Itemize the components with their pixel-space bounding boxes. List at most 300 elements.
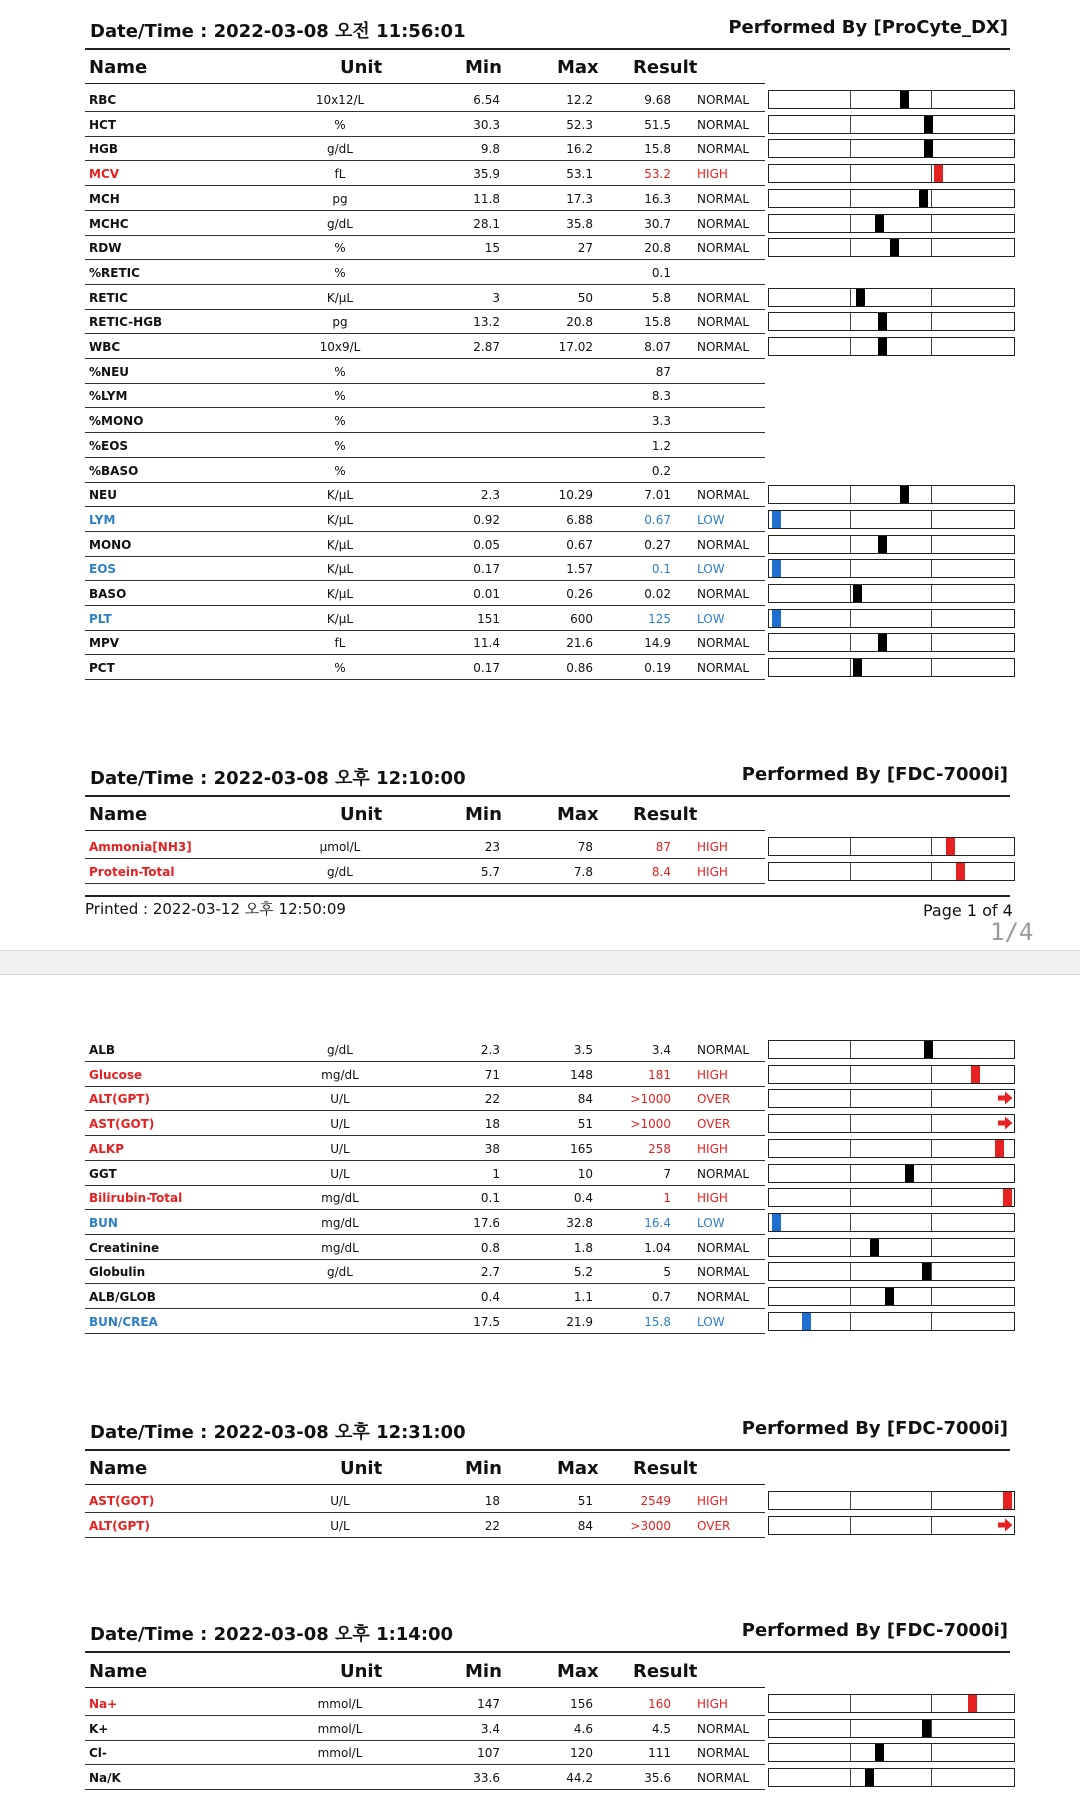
column-header-max: Max	[557, 57, 599, 78]
test-result: 111	[648, 1746, 671, 1761]
range-marker	[856, 289, 865, 306]
test-unit: mg/dL	[321, 1067, 359, 1082]
test-max: 3.5	[573, 1043, 593, 1057]
range-marker	[924, 116, 933, 133]
range-indicator-bar	[768, 559, 1015, 578]
range-marker	[853, 585, 862, 602]
printed-footer: Printed : 2022-03-12 오후 12:50:09	[85, 900, 346, 918]
page-separator	[0, 950, 1080, 975]
test-min: 13.2	[473, 315, 500, 330]
test-min: 2.87	[473, 340, 500, 354]
test-result: 8.07	[644, 340, 671, 354]
test-name: EOS	[89, 562, 117, 577]
range-marker	[900, 91, 909, 108]
test-name: %EOS	[89, 438, 129, 453]
range-marker	[870, 1239, 879, 1256]
range-indicator-bar	[768, 609, 1015, 628]
test-status: NORMAL	[697, 1771, 750, 1786]
test-result: 0.02	[644, 587, 671, 601]
test-unit: g/dL	[327, 216, 353, 231]
range-indicator-bar	[768, 139, 1015, 158]
test-max: 0.67	[566, 537, 593, 552]
table-row	[85, 1112, 1015, 1137]
table-row	[85, 860, 1015, 885]
test-status: OVER	[697, 1518, 731, 1533]
test-unit: K/µL	[326, 290, 354, 305]
test-status: HIGH	[697, 1141, 728, 1156]
range-indicator-bar	[768, 1114, 1015, 1133]
range-marker	[919, 190, 928, 207]
test-result: 125	[648, 611, 671, 626]
range-divider	[850, 1066, 851, 1083]
range-divider	[850, 1313, 851, 1330]
test-status: NORMAL	[697, 340, 750, 354]
range-indicator-bar	[768, 510, 1015, 529]
test-name: HCT	[89, 117, 117, 132]
range-indicator-bar	[768, 1213, 1015, 1232]
table-row	[85, 1137, 1015, 1162]
test-min: 107	[477, 1746, 500, 1761]
range-divider	[931, 190, 932, 207]
test-max: 0.4	[573, 1191, 593, 1206]
test-status: NORMAL	[697, 488, 750, 503]
test-unit: %	[334, 389, 346, 404]
test-unit: 10x9/L	[319, 340, 361, 354]
range-divider	[850, 536, 851, 553]
test-unit: %	[334, 364, 346, 379]
test-max: 148	[570, 1067, 593, 1082]
range-divider	[931, 313, 932, 330]
range-divider	[850, 289, 851, 306]
column-header-min: Min	[465, 1458, 502, 1479]
section-header	[85, 1618, 1010, 1648]
test-name: NEU	[89, 488, 117, 503]
test-name: RETIC-HGB	[89, 315, 163, 330]
performed-by: Performed By [FDC-7000i]	[741, 1418, 1008, 1439]
test-result: 0.7	[651, 1290, 671, 1304]
test-result: 15.8	[644, 1314, 671, 1329]
test-result: 87	[655, 364, 671, 379]
range-divider	[931, 560, 932, 577]
test-min: 28.1	[473, 216, 500, 231]
table-row	[85, 557, 1015, 582]
test-name: ALT(GPT)	[89, 1518, 150, 1533]
range-divider	[850, 1492, 851, 1509]
range-divider	[850, 1090, 851, 1107]
table-row	[85, 360, 1015, 385]
test-result: 3.4	[651, 1043, 671, 1057]
test-unit: 10x12/L	[315, 93, 365, 107]
test-unit: mmol/L	[317, 1746, 363, 1761]
test-name: PLT	[89, 611, 112, 626]
table-row	[85, 434, 1015, 459]
table-row	[85, 187, 1015, 212]
test-result: 30.7	[644, 216, 671, 231]
test-status: LOW	[697, 1314, 725, 1329]
range-indicator-bar	[768, 584, 1015, 603]
column-header-result: Result	[633, 1458, 698, 1479]
range-divider	[850, 190, 851, 207]
section-header	[85, 15, 1010, 45]
column-header-result: Result	[633, 804, 698, 825]
test-name: %RETIC	[89, 265, 140, 280]
range-divider	[931, 659, 932, 676]
test-min: 15	[484, 241, 500, 256]
range-divider	[931, 1239, 932, 1256]
test-max: 120	[570, 1746, 593, 1761]
test-name: GGT	[89, 1166, 117, 1181]
test-max: 17.3	[566, 191, 593, 206]
table-row	[85, 310, 1015, 335]
header-rule	[85, 1449, 1010, 1451]
range-divider	[931, 486, 932, 503]
test-max: 20.8	[566, 315, 593, 330]
column-header-result: Result	[633, 57, 698, 78]
test-min: 35.9	[473, 167, 500, 182]
test-name: MCV	[89, 167, 120, 182]
test-name: ALB	[89, 1043, 116, 1057]
range-indicator-bar	[768, 1694, 1015, 1713]
test-result: 3.3	[651, 414, 671, 429]
range-divider	[850, 610, 851, 627]
test-max: 600	[570, 611, 593, 626]
range-divider	[931, 863, 932, 880]
range-marker	[922, 1720, 931, 1737]
test-result: 15.8	[644, 142, 671, 157]
test-result: 7.01	[644, 488, 671, 503]
arrow-right-icon	[997, 1116, 1013, 1130]
table-row	[85, 656, 1015, 681]
range-marker	[772, 1214, 781, 1231]
test-max: 17.02	[558, 340, 593, 354]
test-result: 1	[663, 1191, 671, 1206]
test-status: NORMAL	[697, 636, 750, 651]
range-marker	[971, 1066, 980, 1083]
test-unit: U/L	[330, 1092, 350, 1107]
range-indicator-bar	[768, 1516, 1015, 1535]
test-result: 87	[655, 840, 671, 854]
range-divider	[931, 338, 932, 355]
test-status: LOW	[697, 562, 725, 577]
range-divider	[931, 610, 932, 627]
column-header-unit: Unit	[340, 57, 383, 78]
table-row	[85, 607, 1015, 632]
test-name: RBC	[89, 93, 117, 107]
test-max: 84	[577, 1518, 593, 1533]
range-indicator-bar	[768, 1188, 1015, 1207]
test-max: 53.1	[566, 167, 593, 182]
test-name: BASO	[89, 587, 127, 601]
table-row	[85, 1285, 1015, 1310]
table-row	[85, 533, 1015, 558]
test-unit: U/L	[330, 1141, 350, 1156]
test-unit: fL	[334, 636, 346, 651]
test-status: NORMAL	[697, 661, 750, 676]
column-header-name: Name	[89, 1458, 148, 1479]
test-max: 0.26	[566, 587, 593, 601]
test-min: 0.4	[480, 1290, 500, 1304]
range-divider	[931, 536, 932, 553]
table-row	[85, 508, 1015, 533]
arrow-right-icon	[997, 1518, 1013, 1532]
range-divider	[850, 1115, 851, 1132]
test-max: 51	[577, 1494, 593, 1508]
test-status: NORMAL	[697, 1265, 750, 1280]
test-min: 9.8	[480, 142, 500, 157]
test-name: Bilirubin-Total	[89, 1191, 183, 1206]
test-result: 0.1	[651, 562, 671, 577]
range-divider	[850, 634, 851, 651]
test-min: 0.8	[480, 1240, 500, 1255]
footer-rule	[85, 895, 1010, 897]
test-name: RETIC	[89, 290, 128, 305]
test-name: PCT	[89, 661, 115, 676]
test-min: 1	[492, 1166, 500, 1181]
range-divider	[931, 634, 932, 651]
test-max: 16.2	[566, 142, 593, 157]
range-indicator-bar	[768, 862, 1015, 881]
test-unit: pg	[332, 315, 348, 330]
range-indicator-bar	[768, 164, 1015, 183]
test-result: 4.5	[651, 1721, 671, 1736]
test-max: 21.6	[566, 636, 593, 651]
test-min: 0.1	[480, 1191, 500, 1206]
range-marker	[968, 1695, 977, 1712]
range-divider	[850, 1189, 851, 1206]
table-row	[85, 459, 1015, 484]
table-row	[85, 1766, 1015, 1791]
test-min: 0.01	[473, 587, 500, 601]
column-header-max: Max	[557, 1458, 599, 1479]
test-status: NORMAL	[697, 537, 750, 552]
range-divider	[850, 239, 851, 256]
test-max: 6.88	[566, 512, 593, 527]
range-indicator-bar	[768, 1139, 1015, 1158]
test-result: 9.68	[644, 93, 671, 107]
test-min: 11.8	[473, 191, 500, 206]
test-result: 8.3	[651, 389, 671, 404]
test-min: 2.3	[480, 488, 500, 503]
range-marker	[802, 1313, 811, 1330]
test-result: 5.8	[651, 290, 671, 305]
range-indicator-bar	[768, 1065, 1015, 1084]
test-max: 1.1	[573, 1290, 593, 1304]
range-indicator-bar	[768, 90, 1015, 109]
test-name: Protein-Total	[89, 864, 175, 879]
row-rule	[85, 1789, 765, 1790]
range-divider	[850, 1695, 851, 1712]
test-unit: pg	[332, 191, 348, 206]
test-max: 44.2	[566, 1771, 593, 1786]
range-divider	[850, 1769, 851, 1786]
test-unit: fL	[334, 167, 346, 182]
column-header-row	[85, 1456, 765, 1485]
test-name: ALB/GLOB	[89, 1290, 156, 1304]
test-min: 0.17	[473, 661, 500, 676]
test-unit: %	[334, 661, 346, 676]
table-row	[85, 1489, 1015, 1514]
test-max: 32.8	[566, 1215, 593, 1230]
test-min: 11.4	[473, 636, 500, 651]
test-status: OVER	[697, 1117, 731, 1132]
test-max: 1.57	[566, 562, 593, 577]
test-status: NORMAL	[697, 241, 750, 256]
range-divider	[931, 215, 932, 232]
test-unit: K/µL	[326, 488, 354, 503]
test-result: 51.5	[644, 117, 671, 132]
section-datetime: Date/Time : 2022-03-08 오후 1:14:00	[90, 1624, 454, 1645]
column-header-min: Min	[465, 1661, 502, 1682]
test-unit: K/µL	[326, 587, 354, 601]
table-row	[85, 236, 1015, 261]
test-unit: K/µL	[326, 537, 354, 552]
column-header-name: Name	[89, 1661, 148, 1682]
test-result: 8.4	[651, 864, 671, 879]
range-indicator-bar	[768, 214, 1015, 233]
table-row	[85, 1186, 1015, 1211]
header-rule	[85, 48, 1010, 50]
test-name: %NEU	[89, 364, 130, 379]
range-divider	[931, 165, 932, 182]
test-name: AST(GOT)	[89, 1494, 155, 1508]
range-divider	[931, 1744, 932, 1761]
range-indicator-bar	[768, 1040, 1015, 1059]
table-row	[85, 1310, 1015, 1335]
table-row	[85, 113, 1015, 138]
range-divider	[850, 215, 851, 232]
test-max: 27	[577, 241, 593, 256]
row-rule	[85, 1537, 765, 1538]
test-result: >1000	[630, 1117, 671, 1132]
test-max: 10.29	[558, 488, 593, 503]
test-min: 30.3	[473, 117, 500, 132]
page-indicator: 1/4	[990, 918, 1034, 946]
table-row	[85, 137, 1015, 162]
test-name: K+	[89, 1721, 109, 1736]
performed-by: Performed By [FDC-7000i]	[741, 1620, 1008, 1641]
test-max: 84	[577, 1092, 593, 1107]
range-marker	[878, 634, 887, 651]
table-row	[85, 286, 1015, 311]
range-marker	[878, 536, 887, 553]
test-unit: g/dL	[327, 142, 353, 157]
test-unit: %	[334, 117, 346, 132]
test-unit: U/L	[330, 1494, 350, 1508]
column-header-min: Min	[465, 57, 502, 78]
test-result: 0.19	[644, 661, 671, 676]
test-name: MCH	[89, 191, 120, 206]
range-marker	[878, 338, 887, 355]
test-unit: g/dL	[327, 1265, 353, 1280]
test-result: 5	[663, 1265, 671, 1280]
row-rule	[85, 883, 765, 884]
test-name: LYM	[89, 512, 116, 527]
test-max: 10	[577, 1166, 593, 1181]
test-name: MPV	[89, 636, 120, 651]
column-header-name: Name	[89, 804, 148, 825]
test-status: NORMAL	[697, 1240, 750, 1255]
range-marker	[853, 659, 862, 676]
range-indicator-bar	[768, 1491, 1015, 1510]
test-result: 181	[648, 1067, 671, 1082]
range-divider	[931, 1189, 932, 1206]
test-min: 147	[477, 1697, 500, 1711]
range-divider	[931, 585, 932, 602]
range-indicator-bar	[768, 238, 1015, 257]
header-rule	[85, 1651, 1010, 1653]
header-rule	[85, 795, 1010, 797]
test-status: NORMAL	[697, 216, 750, 231]
table-row	[85, 483, 1015, 508]
range-divider	[931, 1517, 932, 1534]
column-header-name: Name	[89, 57, 148, 78]
range-marker	[900, 486, 909, 503]
row-rule	[85, 679, 765, 680]
range-indicator-bar	[768, 1743, 1015, 1762]
table-row	[85, 335, 1015, 360]
test-status: OVER	[697, 1092, 731, 1107]
range-divider	[850, 116, 851, 133]
test-name: Na/K	[89, 1771, 121, 1786]
test-status: LOW	[697, 1215, 725, 1230]
range-divider	[931, 1263, 932, 1280]
test-min: 71	[484, 1067, 500, 1082]
test-status: NORMAL	[697, 1746, 750, 1761]
test-result: 16.3	[644, 191, 671, 206]
column-header-max: Max	[557, 804, 599, 825]
test-min: 2.3	[480, 1043, 500, 1057]
range-indicator-bar	[768, 485, 1015, 504]
range-divider	[931, 1720, 932, 1737]
test-result: 258	[648, 1141, 671, 1156]
test-name: Glucose	[89, 1067, 143, 1082]
test-min: 18	[484, 1494, 500, 1508]
range-divider	[931, 289, 932, 306]
range-divider	[931, 239, 932, 256]
test-result: 20.8	[644, 241, 671, 256]
range-divider	[931, 1695, 932, 1712]
test-unit: mg/dL	[321, 1240, 359, 1255]
test-min: 3	[492, 290, 500, 305]
test-unit: g/dL	[327, 1043, 353, 1057]
range-divider	[850, 838, 851, 855]
test-max: 52.3	[566, 117, 593, 132]
range-divider	[850, 585, 851, 602]
range-marker	[934, 165, 943, 182]
range-divider	[850, 338, 851, 355]
range-divider	[931, 1140, 932, 1157]
test-min: 0.05	[473, 537, 500, 552]
range-indicator-bar	[768, 1312, 1015, 1331]
range-divider	[850, 1517, 851, 1534]
range-marker	[865, 1769, 874, 1786]
column-header-unit: Unit	[340, 1458, 383, 1479]
table-row	[85, 1717, 1015, 1742]
test-name: MONO	[89, 537, 132, 552]
test-status: NORMAL	[697, 1043, 750, 1057]
range-indicator-bar	[768, 189, 1015, 208]
range-divider	[850, 313, 851, 330]
test-name: MCHC	[89, 216, 129, 231]
table-row	[85, 582, 1015, 607]
test-max: 50	[577, 290, 593, 305]
test-max: 5.2	[573, 1265, 593, 1280]
test-result: 35.6	[644, 1771, 671, 1786]
test-status: NORMAL	[697, 587, 750, 601]
test-min: 18	[484, 1117, 500, 1132]
range-marker	[995, 1140, 1004, 1157]
table-row	[85, 1741, 1015, 1766]
